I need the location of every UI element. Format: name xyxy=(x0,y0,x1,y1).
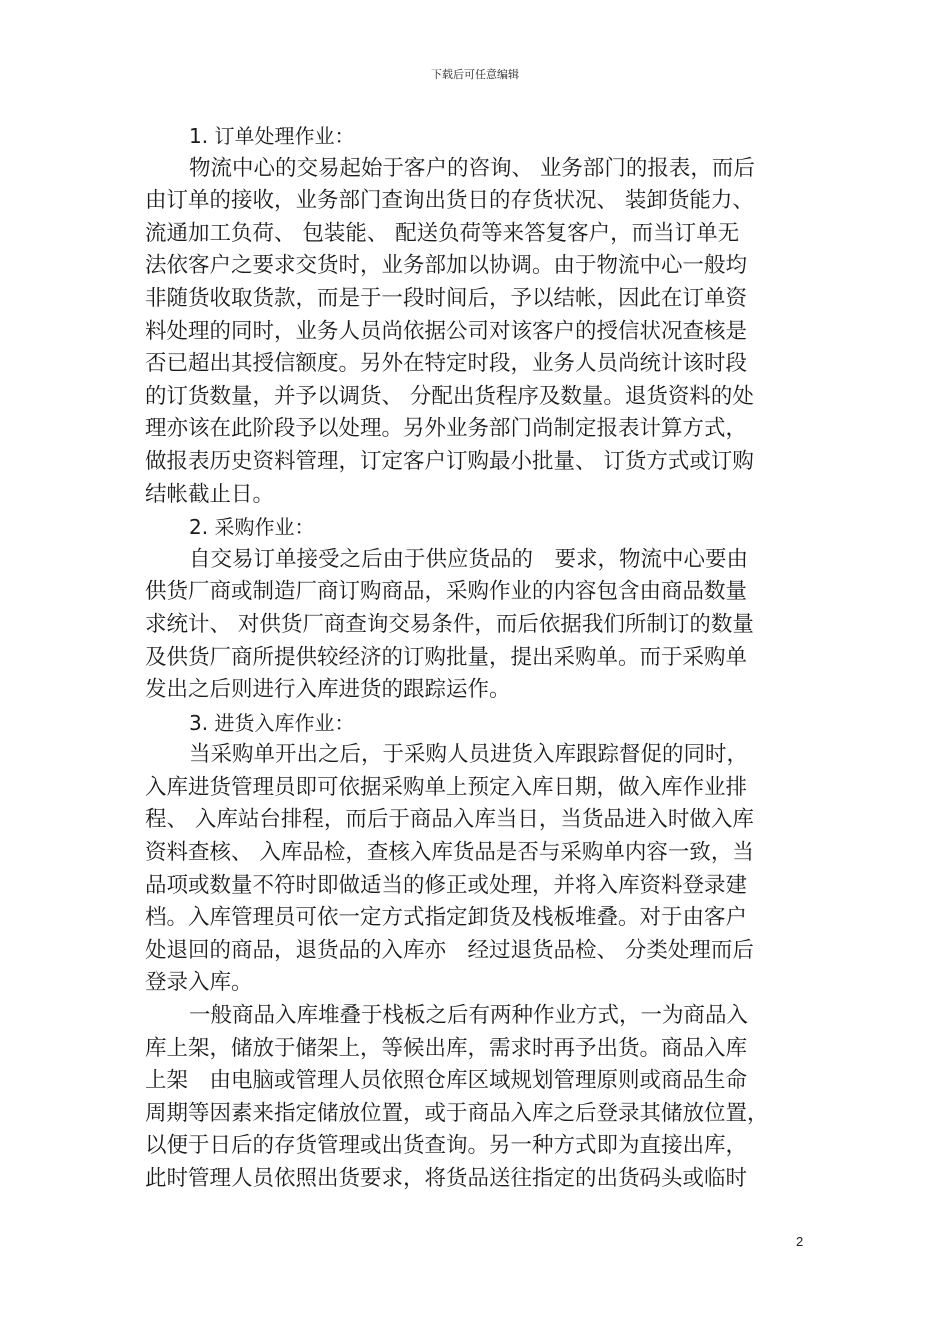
paragraph-line: 求统计、 对供货厂商查询交易条件，而后依据我们所制订的数量 xyxy=(145,611,754,637)
section-heading-order-processing: 1. 订单处理作业： xyxy=(189,124,355,148)
paragraph-line: 做报表历史资料管理，订定客户订购最小批量、 订货方式或订购 xyxy=(145,448,754,474)
paragraph-line: 物流中心的交易起始于客户的咨询、 业务部门的报表，而后 xyxy=(189,155,755,181)
paragraph-line: 一般商品入库堆叠于栈板之后有两种作业方式，一为商品入 xyxy=(189,1003,749,1029)
paragraph-line: 及供货厂商所提供较经济的订购批量，提出采购单。而于采购单 xyxy=(145,644,748,670)
paragraph-line: 程、 入库站台排程，而后于商品入库当日，当货品进入时做入库 xyxy=(145,807,754,833)
paragraph-line: 处退回的商品，退货品的入库亦 经过退货品检、 分类处理而后 xyxy=(145,937,754,963)
paragraph-line: 资料查核、 入库品检，查核入库货品是否与采购单内容一致，当 xyxy=(145,840,754,866)
page-header: 下载后可任意编辑 xyxy=(431,68,519,81)
paragraph-line: 入库进货管理员即可依据采购单上预定入库日期，做入库作业排 xyxy=(145,774,748,800)
paragraph-line: 库上架，储放于储架上，等候出库，需求时再予出货。商品入库 xyxy=(145,1035,748,1061)
paragraph-line: 流通加工负荷、 包装能、 配送负荷等来答复客户，而当订单无 xyxy=(145,220,740,246)
section-heading-purchasing: 2. 采购作业： xyxy=(189,515,315,540)
paragraph-line: 非随货收取货款，而是于一段时间后，予以结帐，因此在订单资 xyxy=(145,285,748,311)
paragraph-line: 的订货数量，并予以调货、 分配出货程序及数量。退货资料的处 xyxy=(145,383,754,409)
page-number: 2 xyxy=(796,1234,804,1249)
paragraph-line: 上架 由电脑或管理人员依照仓库区域规划管理原则或商品生命 xyxy=(145,1068,748,1094)
paragraph-line: 由订单的接收，业务部门查询出货日的存货状况、 装卸货能力、 xyxy=(145,188,754,214)
paragraph-line: 结帐截止日。 xyxy=(145,481,275,507)
paragraph-line: 以便于日后的存货管理或出货查询。另一种方式即为直接出库， xyxy=(145,1133,748,1159)
paragraph-line: 法依客户之要求交货时，业务部加以协调。由于物流中心一般均 xyxy=(145,253,748,279)
paragraph-line: 自交易订单接受之后由于供应货品的 要求，物流中心要由 xyxy=(189,546,749,572)
paragraph-line: 发出之后则进行入库进货的跟踪运作。 xyxy=(145,677,511,703)
paragraph-line: 否已超出其授信额度。另外在特定时段，业务人员尚统计该时段 xyxy=(145,351,748,377)
paragraph-line: 登录入库。 xyxy=(145,970,253,996)
paragraph-line: 理亦该在此阶段予以处理。另外业务部门尚制定报表计算方式， xyxy=(145,416,748,442)
paragraph-line: 品项或数量不符时即做适当的修正或处理，并将入库资料登录建 xyxy=(145,872,748,898)
section-heading-receiving: 3. 进货入库作业： xyxy=(189,710,355,735)
paragraph-line: 周期等因素来指定储放位置，或于商品入库之后登录其储放位置， xyxy=(145,1100,769,1126)
document-body xyxy=(145,120,810,1196)
paragraph-line: 当采购单开出之后，于采购人员进货入库跟踪督促的同时， xyxy=(189,742,749,768)
paragraph-line: 档。入库管理员可依一定方式指定卸货及栈板堆叠。对于由客户 xyxy=(145,905,748,931)
paragraph-line: 料处理的同时，业务人员尚依据公司对该客户的授信状况查核是 xyxy=(145,318,748,344)
paragraph-line: 供货厂商或制造厂商订购商品，采购作业的内容包含由商品数量 xyxy=(145,579,748,605)
paragraph-line: 此时管理人员依照出货要求，将货品送往指定的出货码头或临时 xyxy=(145,1166,748,1191)
